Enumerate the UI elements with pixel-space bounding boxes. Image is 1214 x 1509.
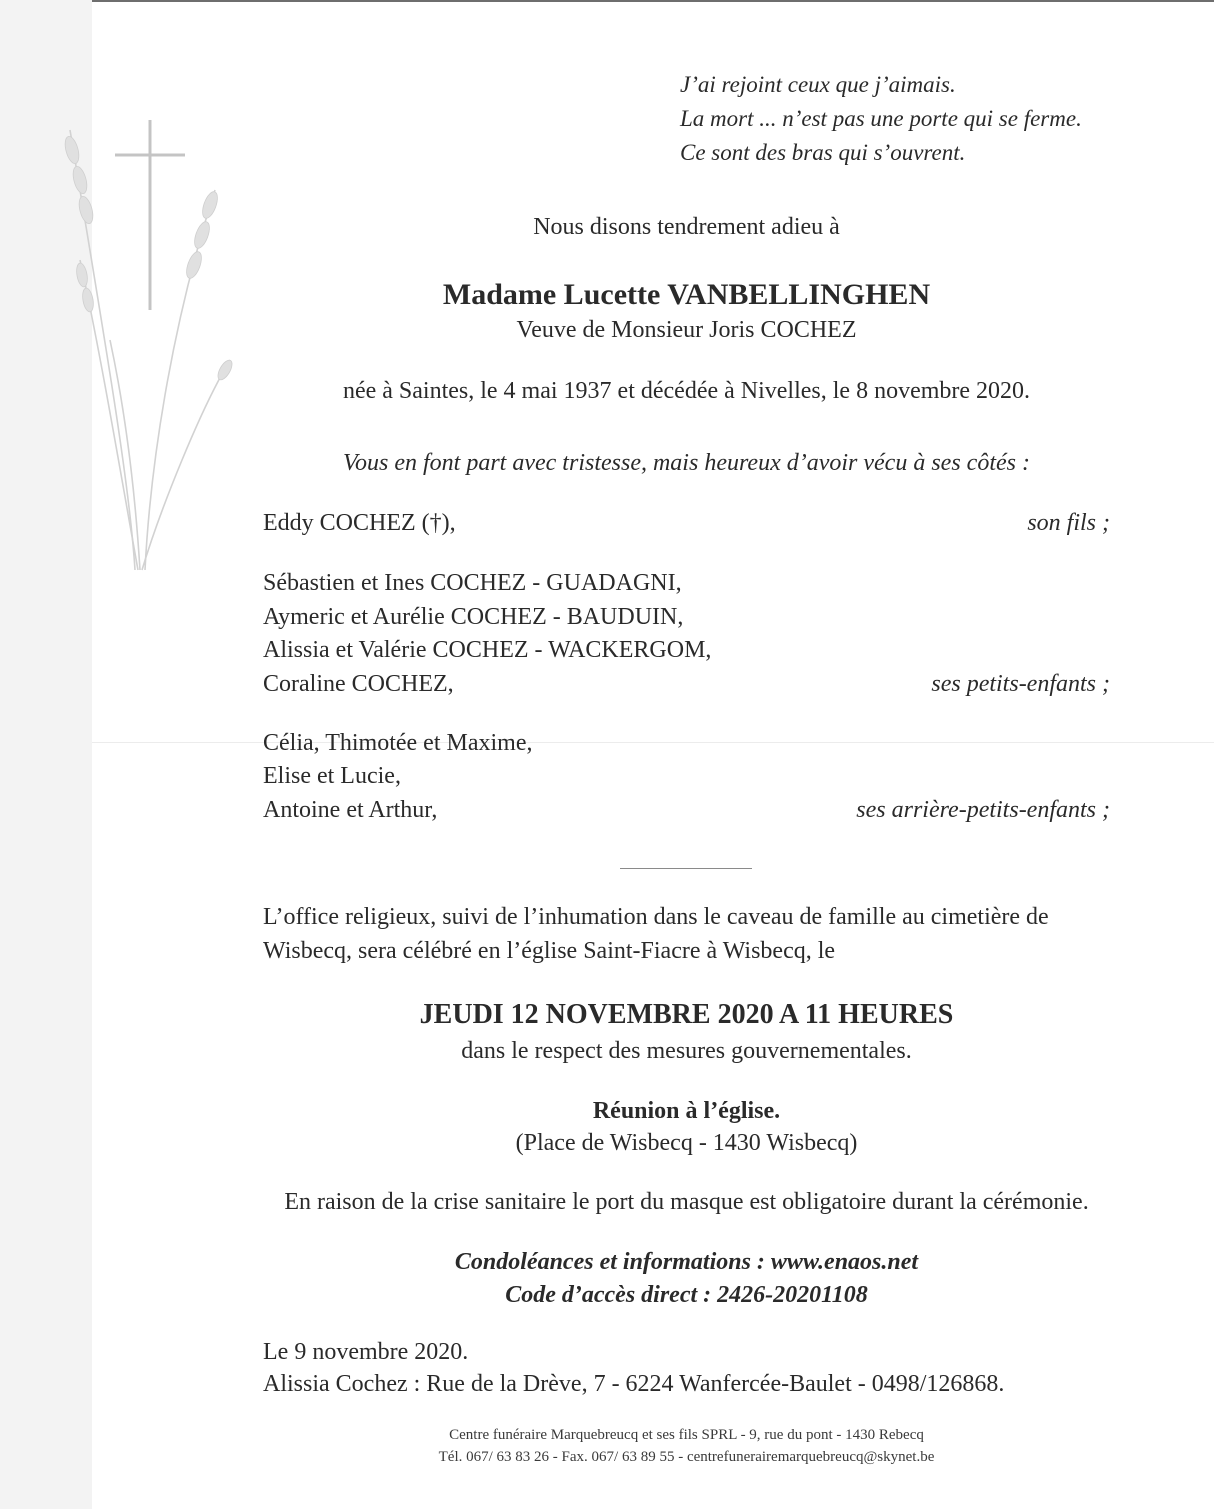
- family-row: [263, 759, 1110, 793]
- family-name: Elise et Lucie,: [263, 763, 401, 789]
- top-border: [0, 0, 1214, 2]
- funeral-home-address: Centre funéraire Marquebreucq et ses fils SPRL - 9, rue du pont - 1430 Rebecq: [449, 1427, 924, 1443]
- family-relation: ses arrière-petits-enfants ;: [856, 797, 1110, 823]
- meeting-address: (Place de Wisbecq - 1430 Wisbecq): [515, 1130, 858, 1156]
- birth-death-dates: née à Saintes, le 4 mai 1937 et décédée à Nivelles, le 8 novembre 2020.: [342, 378, 1031, 404]
- family-row: [263, 566, 1110, 600]
- family-name: Sébastien et Ines COCHEZ - GUADAGNI,: [263, 570, 682, 596]
- condolences-link: Condoléances et informations : www.enaos.net: [454, 1249, 919, 1275]
- poem-line: La mort ... n’est pas une porte qui se ferme.: [680, 106, 1082, 131]
- cross-and-wheat-icon: [40, 110, 240, 580]
- family-relation: ses petits-enfants ;: [931, 671, 1110, 697]
- closing-date: Le 9 novembre 2020.: [263, 1339, 469, 1365]
- family-row: [263, 633, 1110, 667]
- widow-of: Veuve de Monsieur Joris COCHEZ: [516, 317, 857, 343]
- family-name: Aymeric et Aurélie COCHEZ - BAUDUIN,: [263, 604, 684, 630]
- family-name: Célia, Thimotée et Maxime,: [263, 730, 533, 756]
- service-note: dans le respect des mesures gouvernementales.: [461, 1038, 912, 1064]
- poem-line: Ce sont des bras qui s’ouvrent.: [680, 140, 966, 165]
- family-name: Alissia et Valérie COCHEZ - WACKERGOM,: [263, 637, 712, 663]
- contact-address: Alissia Cochez : Rue de la Drève, 7 - 6224 Wanfercée-Baulet - 0498/126868.: [263, 1371, 1005, 1397]
- family-row: [263, 726, 1110, 760]
- family-row: [263, 600, 1110, 634]
- poem: [680, 68, 1082, 170]
- announcement: Vous en font part avec tristesse, mais heureux d’avoir vécu à ses côtés :: [343, 450, 1030, 476]
- service-date: JEUDI 12 NOVEMBRE 2020 A 11 HEURES: [419, 999, 954, 1030]
- access-code: Code d’accès direct : 2426-20201108: [505, 1282, 868, 1308]
- section-divider: [620, 868, 752, 869]
- family-name: Antoine et Arthur,: [263, 797, 438, 823]
- family-row-son: [263, 506, 1110, 540]
- family-name: Eddy COCHEZ (†),: [263, 510, 456, 536]
- service-text: L’office religieux, suivi de l’inhumation dans le caveau de famille au cimetière de: [263, 904, 1049, 930]
- funeral-home-contact: Tél. 067/ 63 83 26 - Fax. 067/ 63 89 55 - centrefunerairemarquebreucq@skynet.be: [438, 1449, 935, 1465]
- mask-notice: En raison de la crise sanitaire le port du masque est obligatoire durant la cérémonie.: [284, 1189, 1089, 1215]
- poem-line: J’ai rejoint ceux que j’aimais.: [680, 72, 956, 97]
- family-relation: son fils ;: [1027, 510, 1110, 536]
- family-row: [263, 667, 1110, 701]
- family-row: [263, 793, 1110, 827]
- service-text: Wisbecq, sera célébré en l’église Saint-Fiacre à Wisbecq, le: [263, 938, 836, 964]
- deceased-name: Madame Lucette VANBELLINGHEN: [442, 278, 931, 311]
- intro-text: Nous disons tendrement adieu à: [533, 214, 840, 240]
- family-name: Coraline COCHEZ,: [263, 671, 454, 697]
- meeting-place: Réunion à l’église.: [592, 1098, 781, 1124]
